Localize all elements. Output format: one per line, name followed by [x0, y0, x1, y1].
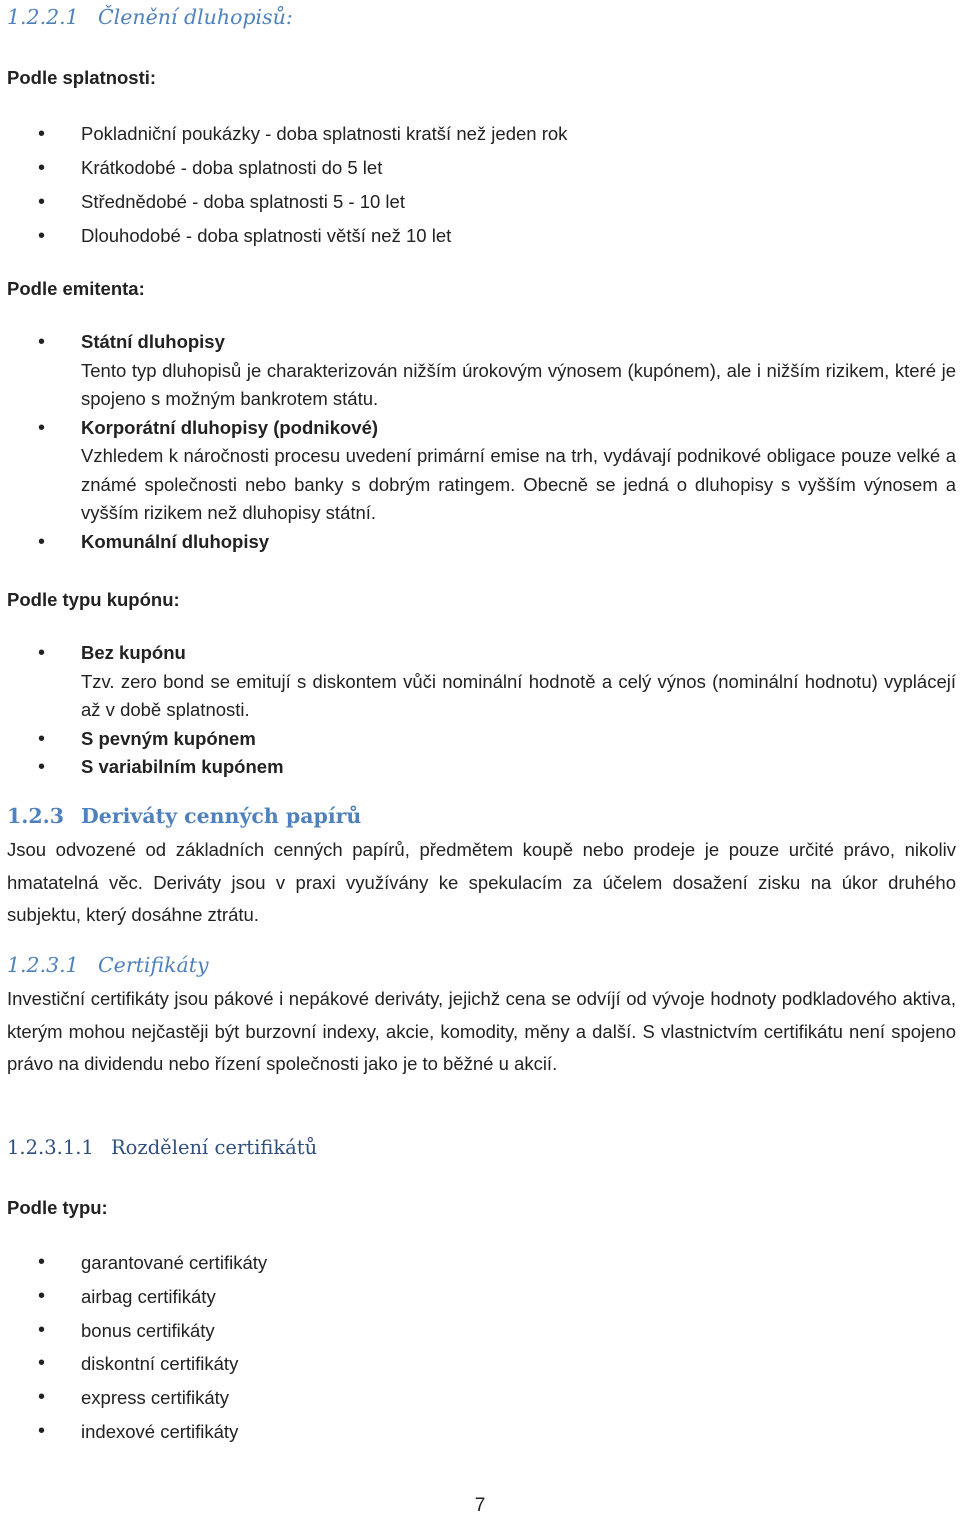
subheading-emitent: Podle emitenta:	[7, 278, 145, 299]
bullet-icon: •	[38, 642, 46, 664]
bullet-icon: •	[38, 1318, 46, 1341]
bullet-icon: •	[38, 1386, 46, 1409]
subheading-kupon: Podle typu kupónu:	[7, 589, 180, 610]
bullet-icon: •	[38, 123, 46, 145]
bullet-icon: •	[38, 416, 46, 439]
list-splatnost	[7, 117, 956, 253]
section-number: 1.2.3.1.1	[7, 1136, 94, 1159]
subheading-typ: Podle typu:	[7, 1197, 108, 1218]
list-item	[7, 639, 956, 725]
bullet-icon: •	[38, 727, 46, 750]
list-item: • express certifikáty	[7, 1381, 956, 1415]
bullet-icon: •	[38, 1284, 46, 1307]
list-item: • airbag certifikáty	[7, 1280, 956, 1314]
bullet-icon: •	[38, 756, 46, 778]
list-item-desc: Tento typ dluhopisů je charakterizován nižším úrokovým výnosem (kupónem), ale i nižším rizikem, které je spojeno s možným bankrotem státu.	[81, 359, 956, 409]
section-heading-1-2-3-1	[7, 953, 956, 977]
list-item-title: S pevným kupónem	[81, 727, 256, 749]
subheading-splatnost: Podle splatnosti:	[7, 67, 157, 88]
bullet-icon: •	[38, 191, 46, 213]
list-item	[7, 528, 956, 557]
list-item: • Střednědobé - doba splatnosti 5 - 10 let	[7, 185, 956, 219]
list-item: • garantované certifikáty	[7, 1246, 956, 1280]
page-number: 7	[474, 1495, 486, 1516]
list-item-title: Bez kupónu	[81, 642, 186, 663]
section-title: Členění dluhopisů:	[98, 5, 293, 29]
list-item: • Krátkodobé - doba splatnosti do 5 let	[7, 151, 956, 185]
bullet-icon: •	[38, 331, 46, 353]
bullet-icon: •	[38, 1419, 46, 1442]
list-item	[7, 414, 956, 528]
list-item: • diskontní certifikáty	[7, 1347, 956, 1381]
list-item-title: Komunální dluhopisy	[81, 530, 270, 552]
section-heading-1-2-3-1-1	[7, 1136, 956, 1159]
bullet-icon: •	[38, 1251, 46, 1273]
section-number: 1.2.3	[7, 804, 65, 828]
bullet-icon: •	[38, 530, 46, 553]
list-item-title: Korporátní dluhopisy (podnikové)	[81, 416, 379, 438]
list-emitent	[7, 328, 956, 556]
bullet-icon: •	[38, 225, 46, 247]
section-heading-1-2-2-1	[7, 5, 956, 29]
list-item	[7, 753, 956, 782]
list-item: • Dlouhodobé - doba splatnosti větší než 10 let	[7, 219, 956, 253]
section-number: 1.2.3.1	[7, 953, 79, 977]
list-typ	[7, 1246, 956, 1449]
list-item: • Pokladniční poukázky - doba splatnosti kratší než jeden rok	[7, 117, 956, 151]
section-number: 1.2.2.1	[7, 5, 79, 29]
section-title: Certifikáty	[98, 953, 209, 977]
section-title: Deriváty cenných papírů	[81, 804, 362, 828]
list-item: • indexové certifikáty	[7, 1415, 956, 1449]
section-title: Rozdělení certifikátů	[111, 1136, 318, 1159]
list-item	[7, 725, 956, 754]
list-item-desc: Vzhledem k náročnosti procesu uvedení primární emise na trh, vydávají podnikové obligace pouze velké a známé společnosti nebo banky s dobrým ratingem. Obecně se jedná o dluhopisy s vyšším výnosem a vyšším rizikem než dluhopisy státní.	[81, 445, 956, 523]
list-item-desc: Tzv. zero bond se emitují s diskontem vůči nominální hodnotě a celý výnos (nominální hodnotu) vyplácejí až v době splatnosti.	[81, 670, 956, 720]
paragraph-derivaty: Jsou odvozené od základních cenných papírů, předmětem koupě nebo prodeje je pouze určité právo, nikoliv hmatatelná věc. Deriváty jsou v praxi využívány ke spekulacím za účelem dosažení zisku na úkor druhého subjektu, který dosáhne ztrátu.	[7, 839, 956, 925]
list-kupon	[7, 639, 956, 782]
section-heading-1-2-3	[7, 804, 956, 828]
list-item: • bonus certifikáty	[7, 1314, 956, 1348]
list-item-title: Státní dluhopisy	[81, 331, 225, 352]
bullet-icon: •	[38, 1352, 46, 1375]
list-item	[7, 328, 956, 414]
list-item-title: S variabilním kupónem	[81, 756, 284, 777]
bullet-icon: •	[38, 157, 46, 179]
paragraph-certifikaty: Investiční certifikáty jsou pákové i nepákové deriváty, jejichž cena se odvíjí od vývoje hodnoty podkladového aktiva, kterým mohou nejčastěji být burzovní indexy, akcie, komodity, měny a další. S vlastnictvím certifikátu není spojeno právo na dividendu nebo řízení společnosti jako je to běžné u akcií.	[7, 988, 956, 1074]
